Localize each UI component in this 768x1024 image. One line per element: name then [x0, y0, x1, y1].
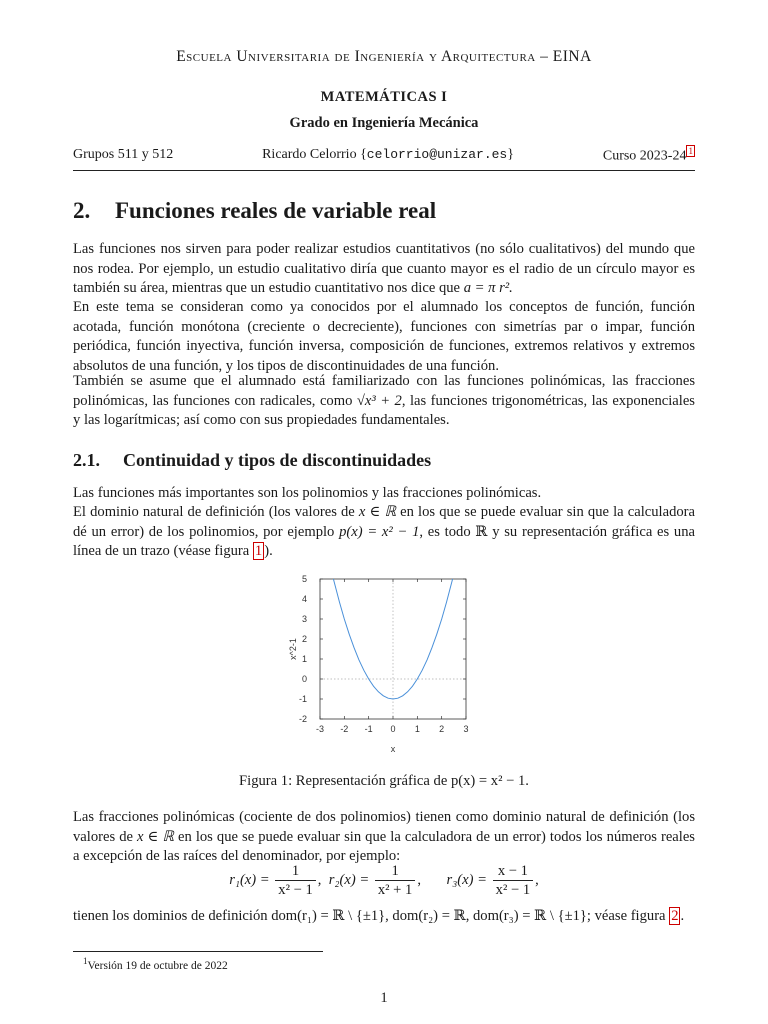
area-formula: a = π r².	[463, 280, 513, 297]
figure-2-link[interactable]: 2	[671, 908, 679, 924]
author: Ricardo Celorrio {celorrio@unizar.es}	[262, 147, 514, 162]
footnote-mark: 1	[83, 956, 88, 966]
equation-rational-functions: r₁(x) = $\frac{1}{\text{x² − 1}}$ , r₂(x) = $\frac{1}{\text{x² + 1}}$ , r₃(x) = $\frac{x - 1}{\text{x² − 1}}$ ,	[229, 863, 539, 898]
r1-lhs: r₁(x) =	[229, 871, 270, 888]
paragraph-6: Las fracciones polinómicas (cociente de dos polinomios) tienen como dominio natural de definición (los valores de x ∈ ℝ en los que se puede evaluar sin que la calculadora de un error) todos los números reales a excepción de las raíces del denominador, por ejemplo:	[73, 809, 695, 865]
figure-1-caption: Figura 1: Representación gráfica de p(x) = x² − 1.	[239, 773, 529, 789]
section-title: Funciones reales de variable real	[115, 198, 437, 223]
r3-fraction: $\frac{x - 1}{\text{x² − 1}}$	[493, 862, 534, 899]
course-year: Curso 2023-24 $^1$	[602, 146, 693, 164]
y-tick-label: -1	[298, 694, 307, 704]
r1-fraction: $\frac{1}{\text{x² − 1}}$	[275, 862, 316, 899]
figure-1-plot	[283, 568, 493, 768]
x-tick-label: 0	[390, 724, 396, 734]
x-tick-label: -2	[340, 724, 349, 734]
y-tick-label: 3	[301, 614, 307, 624]
degree-name: Grado en Ingeniería Mecánica	[289, 115, 479, 131]
school-name: Escuela Universitaria de Ingeniería y Arquitectura – EINA	[176, 48, 592, 65]
x-tick-label: 2	[439, 724, 445, 734]
x-tick-label: 1	[414, 724, 420, 734]
paragraph-4: Las funciones más importantes son los polinomios y las fracciones polinómicas.	[73, 485, 542, 501]
footnote-rule	[73, 951, 323, 952]
subsection-number: 2.1.	[73, 450, 100, 470]
y-axis-label: x^2-1	[288, 638, 298, 660]
paragraph-2: En este tema se consideran como ya conocidos por el alumnado los conceptos de función, función acotada, función monótona (creciente o decreciente), funciones con simetrías par o impar, función periódica, función inyectiva, función inversa, composición de funciones, extremos relativos y extremos absolutos de una función, y los tipos de discontinuidades de una función.	[73, 299, 695, 374]
footnote-text: Versión 19 de octubre de 2022	[87, 959, 228, 972]
header-rule	[73, 170, 695, 171]
y-tick-label: 4	[301, 594, 307, 604]
paragraph-7: tienen los dominios de definición dom(r₁) = ℝ \ {±1}, dom(r₂) = ℝ, dom(r₃) = ℝ \ {±1}; véase figura 2 .	[73, 908, 685, 924]
x-axis-label: x	[390, 744, 396, 754]
y-tick-label: 5	[301, 574, 307, 584]
paragraph-5: El dominio natural de definición (los valores de x ∈ ℝ en los que se puede evaluar sin que la calculadora dé un error) de los polinomios, por ejemplo p(x) = x² − 1, es todo ℝ y su representación gráfica es una línea de un trazo (véase figura 1 ).	[73, 504, 696, 560]
paragraph-1: Las funciones nos sirven para poder realizar estudios cuantitativos (no sólo cualitativos) del mundo que nos rodea. Por ejemplo, un estudio cualitativo diría que cuanto mayor es el radio de un círculo mayor es también su área, mientras que un estudio cuantitativo nos dice que a = π r².	[73, 241, 695, 297]
subsection-heading	[73, 450, 431, 471]
plot-svg	[283, 568, 493, 768]
groups: Grupos 511 y 512	[73, 147, 174, 162]
document-page	[73, 0, 695, 1024]
r2-fraction: $\frac{1}{\text{x² + 1}}$	[375, 862, 416, 899]
footnote-link[interactable]: 1	[688, 146, 693, 156]
course-title: MATEMÁTICAS I	[320, 89, 448, 105]
y-tick-label: -2	[298, 714, 307, 724]
r2-lhs: r₂(x) =	[328, 871, 370, 888]
section-number: 2.	[73, 198, 91, 223]
figure-1-link[interactable]: 1	[254, 543, 263, 560]
x-tick-label: 3	[463, 724, 469, 734]
y-tick-label: 1	[301, 654, 307, 664]
page-number: 1	[380, 990, 388, 1006]
paragraph-3: También se asume que el alumnado está familiarizado con las funciones polinómicas, las fracciones polinómicas, las funciones con radicales, como √x³ + 2, las funciones trigonométricas, las exponenciales y las logarítmicas; así como con sus propiedades fundamentales.	[73, 373, 695, 429]
x-tick-label: -3	[315, 724, 325, 734]
section-heading	[73, 198, 436, 224]
footnote	[83, 956, 228, 972]
author-email[interactable]: celorrio@unizar.es	[366, 147, 508, 162]
y-tick-label: 0	[301, 674, 307, 684]
y-tick-label: 2	[301, 634, 307, 644]
subsection-title: Continuidad y tipos de discontinuidades	[123, 450, 432, 470]
header-line	[73, 147, 695, 165]
x-tick-label: -1	[364, 724, 373, 734]
radical-formula: √x³ + 2	[356, 392, 402, 409]
r3-lhs: r₃(x) =	[446, 871, 487, 888]
